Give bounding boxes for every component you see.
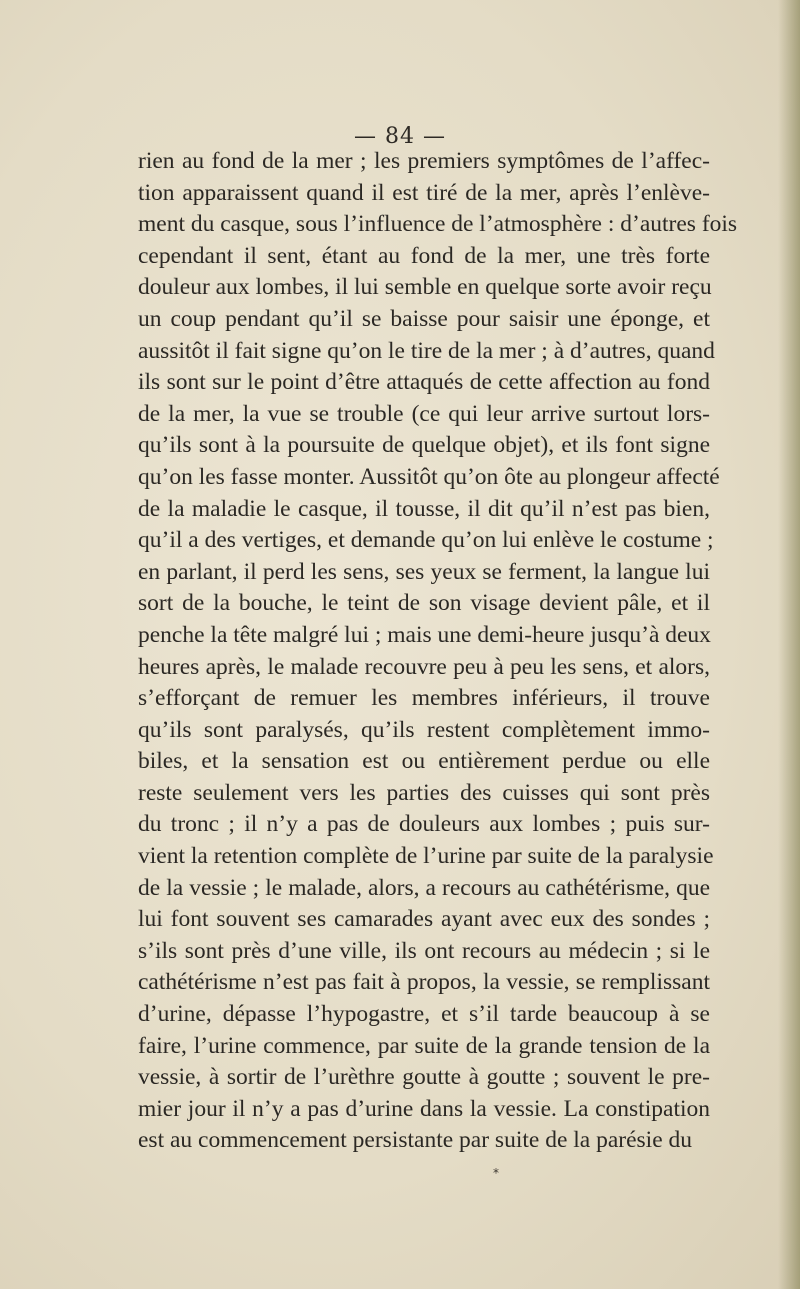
text-line: penche la tête malgré lui ; mais une demi-heure jusqu’à deux [138, 621, 711, 648]
text-line: en parlant, il perd les sens, ses yeux se ferment, la langue lui [138, 558, 710, 585]
text-line: faire, l’urine commence, par suite de la grande tension de la [138, 1032, 710, 1059]
text-line: qu’on les fasse monter. Aussitôt qu’on ôte au plongeur affecté [138, 463, 720, 490]
text-line: sort de la bouche, le teint de son visage devient pâle, et il [138, 590, 710, 617]
text-line: mier jour il n’y a pas d’urine dans la vessie. La constipation [138, 1095, 710, 1122]
page-edge-shadow [778, 0, 800, 1289]
text-line: qu’ils sont à la poursuite de quelque objet), et ils font signe [138, 432, 710, 459]
text-line: vessie, à sortir de l’urèthre goutte à goutte ; souvent le pre- [138, 1064, 710, 1091]
text-line: reste seulement vers les parties des cuisses qui sont près [138, 779, 710, 806]
page-number: — 84 — [354, 124, 446, 149]
text-line: d’urine, dépasse l’hypogastre, et s’il tarde beaucoup à se [138, 1001, 710, 1028]
footer-mark: * [493, 1166, 499, 1180]
text-line: s’efforçant de remuer les membres inférieurs, il trouve [138, 685, 710, 712]
text-line: vient la retention complète de l’urine par suite de la paralysie [138, 843, 714, 870]
text-line: est au commencement persistante par suite de la parésie du [138, 1127, 692, 1154]
text-line: qu’il a des vertiges, et demande qu’on lui enlève le costume ; [138, 527, 714, 554]
body-text [138, 146, 738, 1157]
text-line: de la mer, la vue se trouble (ce qui leur arrive surtout lors- [138, 400, 710, 427]
text-line: cathétérisme n’est pas fait à propos, la vessie, se remplissant [138, 969, 710, 996]
text-line: de la maladie le casque, il tousse, il dit qu’il n’est pas bien, [138, 495, 710, 522]
text-line: ment du casque, sous l’influence de l’atmosphère : d’autres fois [138, 211, 738, 238]
text-line: s’ils sont près d’une ville, ils ont recours au médecin ; si le [138, 937, 710, 964]
text-line: tion apparaissent quand il est tiré de la mer, après l’enlève- [138, 179, 710, 206]
text-line: cependant il sent, étant au fond de la mer, une très forte [138, 242, 710, 269]
text-line: du tronc ; il n’y a pas de douleurs aux lombes ; puis sur- [138, 811, 710, 838]
text-line: aussitôt il fait signe qu’on le tire de la mer ; à d’autres, quand [138, 337, 715, 364]
text-line: de la vessie ; le malade, alors, a recours au cathétérisme, que [138, 874, 710, 901]
text-line: douleur aux lombes, il lui semble en quelque sorte avoir reçu [138, 274, 712, 301]
text-line: lui font souvent ses camarades ayant avec eux des sondes ; [138, 906, 710, 933]
text-line: heures après, le malade recouvre peu à peu les sens, et alors, [138, 653, 710, 680]
text-line: un coup pendant qu’il se baisse pour saisir une éponge, et [138, 305, 710, 332]
text-line: qu’ils sont paralysés, qu’ils restent complètement immo- [138, 716, 710, 743]
text-line: ils sont sur le point d’être attaqués de cette affection au fond [138, 369, 710, 396]
text-line: biles, et la sensation est ou entièrement perdue ou elle [138, 748, 710, 775]
text-line: rien au fond de la mer ; les premiers symptômes de l’affec- [138, 148, 710, 174]
